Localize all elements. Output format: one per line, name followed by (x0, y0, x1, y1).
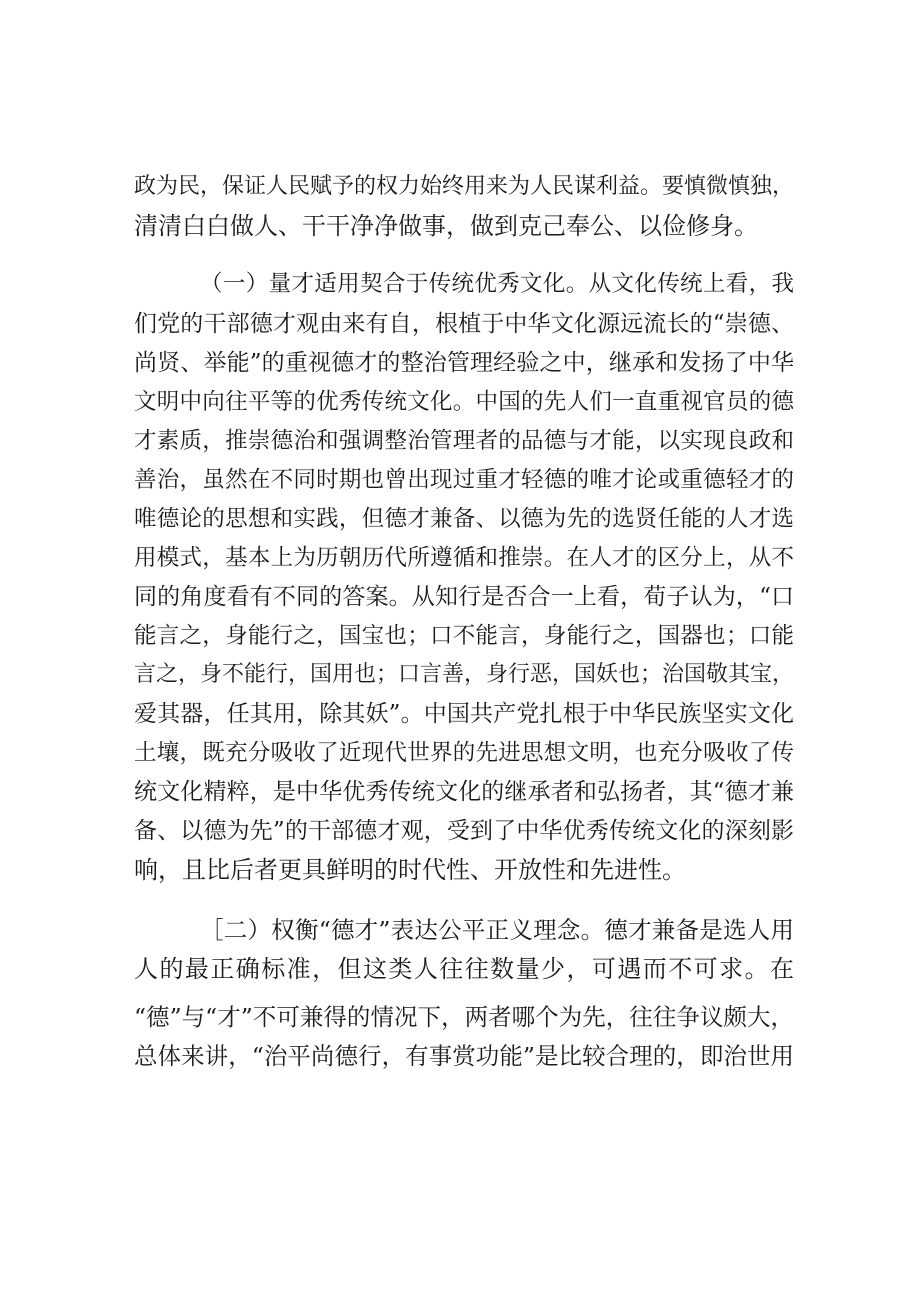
text-line: 用模式，基本上为历朝历代所遵循和推崇。在人才的区分上，从不 (134, 545, 794, 571)
text-line: 响，且比后者更具鲜明的时代性、开放性和先进性。 (134, 856, 686, 884)
text-line: “德”与“才”不可兼得的情况下，两者哪个为先，往往争议颇大， (134, 1003, 794, 1031)
text-line: 才素质，推崇德治和强调整治管理者的品德与才能，以实现良政和 (134, 428, 794, 454)
text-line: 爱其器，任其用，除其妖”。中国共产党扎根于中华民族坚实文化 (134, 701, 794, 727)
text-line: 备、以德为先”的干部德才观，受到了中华优秀传统文化的深刻影 (134, 818, 794, 844)
text-line: 土壤，既充分吸收了近现代世界的先进思想文明，也充分吸收了传 (134, 740, 794, 766)
text-line: 统文化精粹，是中华优秀传统文化的继承者和弘扬者，其“德才兼 (134, 779, 794, 805)
text-line: 言之，身不能行，国用也；口言善，身行恶，国妖也；治国敬其宝， (134, 662, 794, 687)
text-line: 唯德论的思想和实践，但德才兼备、以德为先的选贤任能的人才选 (134, 506, 794, 532)
text-line: 文明中向往平等的优秀传统文化。中国的先人们一直重视官员的德 (134, 389, 794, 415)
text-line: 政为民，保证人民赋予的权力始终用来为人民谋利益。要慎微慎独， (134, 174, 794, 199)
text-line: 总体来讲，“治平尚德行，有事赏功能”是比较合理的，即治世用 (134, 1042, 794, 1070)
text-line: ［二）权衡“德才”表达公平正义理念。德才兼备是选人用 (200, 916, 794, 944)
text-line: 们党的干部德才观由来有自，根植于中华文化源远流长的“崇德、 (134, 311, 794, 337)
text-line: （一）量才适用契合于传统优秀文化。从文化传统上看，我 (200, 271, 794, 297)
text-line: 人的最正确标准，但这类人往往数量少，可遇而不可求。在 (134, 955, 794, 983)
text-line: 能言之，身能行之，国宝也；口不能言，身能行之，国器也；口能 (134, 623, 794, 649)
text-line: 同的角度看有不同的答案。从知行是否合一上看，荀子认为，“口 (134, 584, 794, 610)
text-line: 善治，虽然在不同时期也曾出现过重才轻德的唯才论或重德轻才的 (134, 467, 794, 493)
text-line: 清清白白做人、干干净净做事，做到克己奉公、以俭修身。 (134, 212, 758, 240)
text-line: 尚贤、举能”的重视德才的整治管理经验之中，继承和发扬了中华 (134, 350, 794, 376)
